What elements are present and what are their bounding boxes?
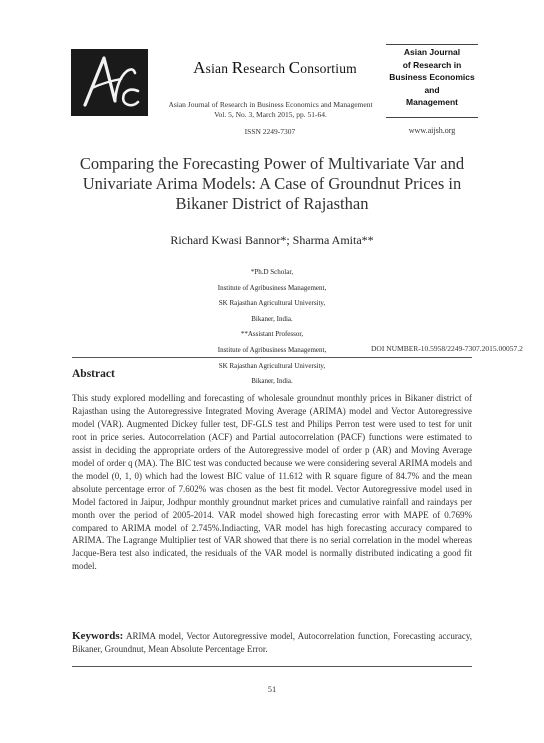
affiliations: [180, 265, 364, 390]
journal-box-line: Management: [406, 97, 458, 107]
keywords-text: ARIMA model, Vector Autoregressive model, Autocorrelation function, Forecasting accuracy, Bikaner, Groundnut, Mean Absolute Percentage Error.: [72, 631, 472, 654]
journal-reference-volume: Vol. 5, No. 3, March 2015, pp. 51-64.: [214, 110, 327, 119]
title-line: Comparing the Forecasting Power of Multivariate Var and: [79, 154, 465, 173]
affiliation-line: Bikaner, India.: [251, 314, 293, 323]
issn: ISSN 2249-7307: [244, 127, 296, 136]
abstract-heading: Abstract: [72, 368, 115, 380]
consortium-logo: [71, 49, 148, 116]
abstract-body: This study explored modelling and forecasting of wholesale groundnut monthly prices in Bikaner district of Rajasthan using the Autoregressive Integrated Moving Average (ARIMA) model and Vector Autoregressive model (VAR). Augmented Dickey fuller test, DF-GLS test and Philips Perron test were used to test for unit root in price series. Autocorrelation (ACF) and Partial autocorrelation (PACF) functions were estimated to assist in deciding the appropriate orders of the Autoregressive model of order p (AR) and Moving Average model of order q (MA). The BIC test was conducted because we were considering several ARIMA models and the model (0, 1, 0) which had the lowest BIC value of 11.612 with R square figure of 84.7% and the mean absolute percentage error of 7.602% was chosen as the best fit model. Vector Autoregressive model used in Model factored in Jaipur, Jodhpur monthly groundnut market prices and cumulative rainfall and raindays per month over the period of 2005-2014. VAR model showed high forecasting error with MAPE of 0.769% compared to ARIMA model of 2.745%.Indiacting, VAR model has high forecasting accuracy compared to ARIMA. The Lagrange Multiplier test of VAR showed that there is no serial correlation in the model whereas Jacque-Bera test also indicated, the residuals of the VAR model is normally distributed indicating a good fit model.: [72, 393, 472, 572]
journal-box-line: of Research in: [402, 59, 462, 70]
affiliation-line: *Ph.D Scholar,: [250, 268, 294, 276]
affiliation-line: **Assistant Professor,: [240, 330, 304, 339]
journal-reference-name: Asian Journal of Research in Business Economics and Management: [168, 100, 373, 109]
affiliation-line: Bikaner, India.: [251, 377, 293, 386]
keywords: [72, 630, 472, 656]
title-line: Univariate Arima Models: A Case of Groundnut Prices in: [82, 174, 462, 193]
page-number: 51: [267, 684, 277, 694]
divider: [72, 666, 472, 667]
divider: [72, 357, 472, 358]
affiliation-line: SK Rajasthan Agricultural University,: [218, 299, 326, 308]
journal-box-line: Asian Journal: [403, 47, 461, 57]
affiliation-line: Institute of Agribusiness Management,: [217, 283, 327, 292]
journal-website-link[interactable]: www.aijsh.org: [408, 126, 456, 135]
journal-box-line: Business Economics: [389, 72, 475, 82]
journal-box: [386, 44, 478, 118]
arc-logo-icon: [71, 49, 148, 116]
paper-title: [40, 154, 504, 214]
keywords-heading: Keywords:: [72, 630, 124, 642]
affiliation-line: SK Rajasthan Agricultural University,: [218, 361, 326, 370]
doi-number: DOI NUMBER-10.5958/2249-7307.2015.00057.2: [371, 344, 523, 353]
authors: Richard Kwasi Bannor*; Sharma Amita**: [170, 233, 374, 247]
journal-box-line: and: [424, 84, 440, 95]
title-line: Bikaner District of Rajasthan: [175, 194, 369, 213]
affiliation-line: Institute of Agribusiness Management,: [217, 345, 327, 354]
consortium-name: Asian Research Consortium: [193, 58, 357, 77]
journal-reference: [148, 100, 393, 120]
